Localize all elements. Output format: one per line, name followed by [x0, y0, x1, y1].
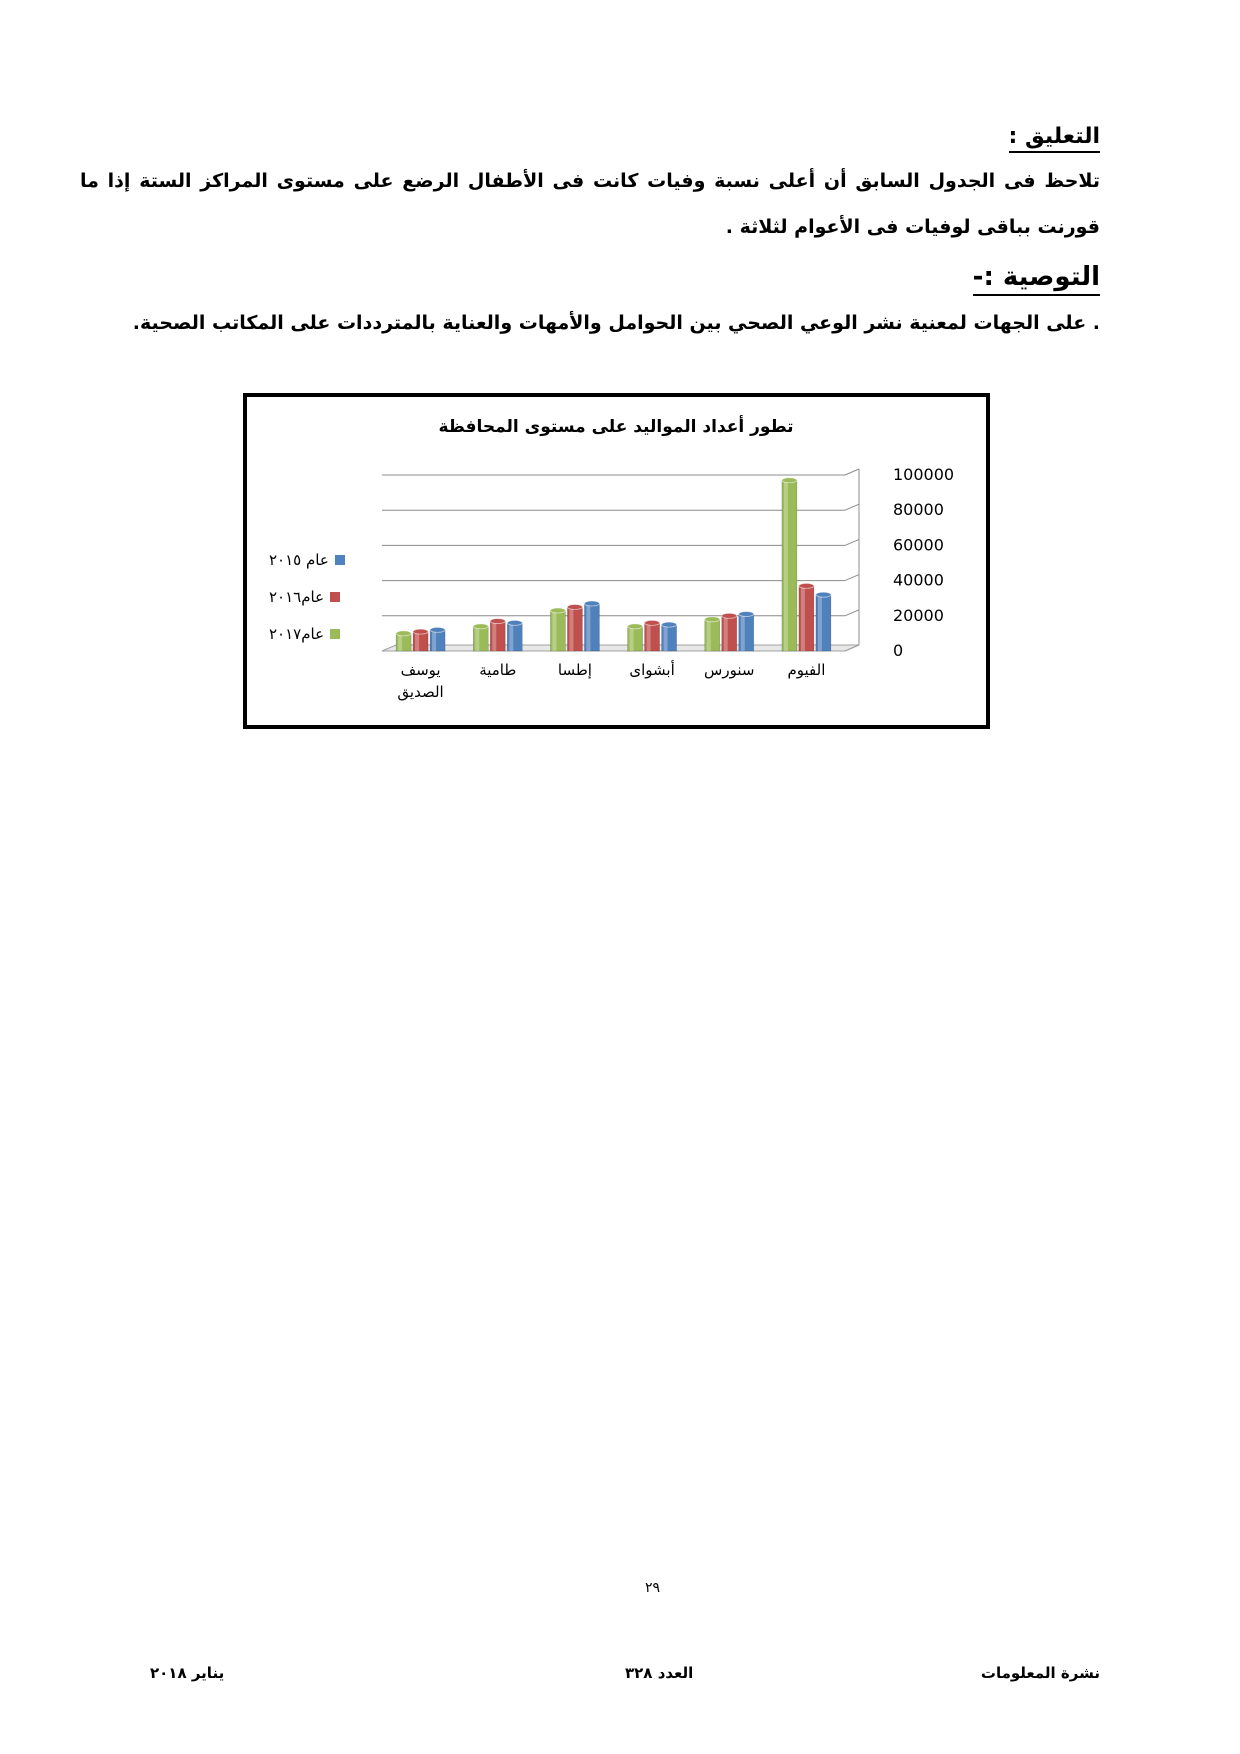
recommendation-heading: التوصية :-	[973, 262, 1100, 296]
footer-publication: نشرة المعلومات	[980, 1664, 1100, 1682]
comment-paragraph: تلاحظ فى الجدول السابق أن أعلى نسبة وفيات كانت فى الأطفال الرضع على مستوى المراكز الستة إذا ما قورنت بباقى لوفيات فى الأعوام لثلاثة .	[80, 170, 1100, 238]
y-tick-label: 100000	[893, 465, 955, 484]
bar-highlight	[552, 611, 556, 651]
bar-highlight	[586, 603, 590, 651]
chart-title: تطور أعداد المواليد على مستوى المحافظة	[438, 417, 794, 437]
bar-top	[662, 622, 677, 627]
bar-highlight	[724, 616, 728, 651]
recommendation-paragraph: . على الجهات لمعنية نشر الوعي الصحي بين الحوامل والأمهات والعناية بالمترددات على المكاتب الصحية.	[132, 312, 1100, 334]
gridline-depth	[845, 539, 859, 545]
chart-plot	[247, 397, 986, 725]
bar-top	[567, 605, 582, 610]
y-tick-label: 80000	[893, 500, 944, 520]
x-tick-label: الصديق	[397, 683, 444, 701]
bar-highlight	[801, 586, 805, 651]
comment-heading: التعليق :	[1009, 124, 1100, 153]
legend-label-2016: عام٢٠١٦	[269, 587, 325, 606]
bar-top	[430, 627, 445, 632]
legend-swatch-2017	[330, 629, 340, 639]
bar-top	[490, 619, 505, 624]
bar-highlight	[647, 623, 651, 651]
legend-label-2015: عام ٢٠١٥	[269, 550, 329, 569]
bar-highlight	[741, 614, 745, 651]
bar-top	[550, 608, 565, 613]
bar-top	[396, 631, 411, 636]
x-tick-label: سنورس	[704, 661, 755, 679]
y-tick-label: 20000	[893, 605, 944, 625]
bar-top	[816, 592, 831, 597]
x-tick-label: طامية	[479, 661, 517, 679]
legend-item-2016	[269, 578, 345, 615]
bar-top	[705, 617, 720, 622]
bar-highlight	[818, 595, 822, 651]
bar-highlight	[415, 632, 419, 651]
bar-top	[739, 612, 754, 617]
legend-item-2017	[269, 615, 345, 652]
x-tick-label: أبشواى	[629, 661, 675, 679]
bar-highlight	[784, 480, 788, 651]
bar-top	[799, 583, 814, 588]
bar-top	[584, 601, 599, 606]
chart-legend	[269, 541, 345, 652]
footer-date: يناير ٢٠١٨	[150, 1664, 225, 1682]
page-number: ٢٩	[645, 1580, 661, 1596]
gridline-depth	[845, 610, 859, 616]
y-tick-label: 0	[893, 641, 904, 660]
gridline-depth	[845, 504, 859, 510]
bar-highlight	[432, 630, 436, 651]
bar-highlight	[707, 619, 711, 651]
bar-top	[628, 624, 643, 629]
x-tick-label: إطسا	[557, 661, 592, 679]
legend-swatch-2016	[330, 592, 340, 602]
legend-item-2015	[269, 541, 345, 578]
gridline-depth	[845, 575, 859, 581]
bar-highlight	[664, 625, 668, 651]
bar-highlight	[569, 607, 573, 651]
bar-highlight	[492, 621, 496, 651]
bar-top	[473, 624, 488, 629]
bar-highlight	[475, 626, 479, 651]
bar-highlight	[509, 623, 513, 651]
legend-swatch-2015	[335, 555, 345, 565]
bar-top	[722, 613, 737, 618]
bar-top	[413, 629, 428, 634]
bar-highlight	[630, 626, 634, 651]
y-tick-label: 40000	[893, 570, 944, 590]
bar-top	[782, 478, 797, 483]
x-tick-label: الفيوم	[787, 661, 826, 679]
bar-top	[645, 620, 660, 625]
legend-label-2017: عام٢٠١٧	[269, 624, 325, 643]
bar-top	[507, 620, 522, 625]
x-tick-label: يوسف	[400, 661, 441, 679]
y-tick-label: 60000	[893, 535, 944, 555]
births-chart	[243, 393, 990, 729]
footer-issue: العدد ٣٢٨	[625, 1664, 694, 1682]
gridline-depth	[845, 469, 859, 475]
